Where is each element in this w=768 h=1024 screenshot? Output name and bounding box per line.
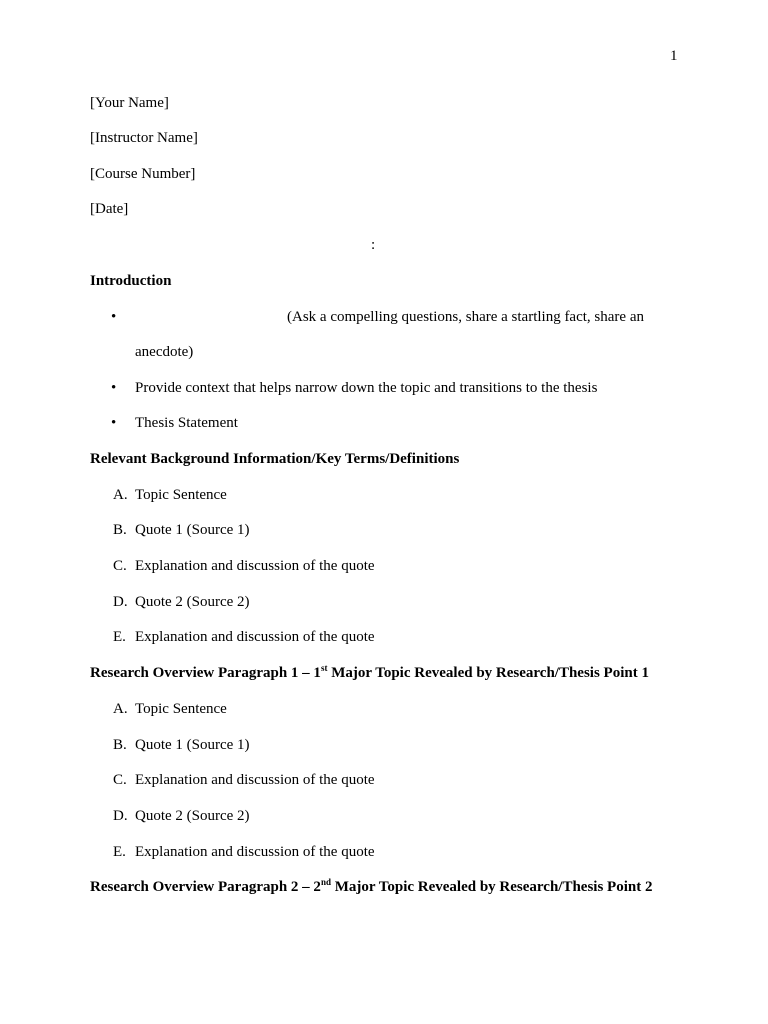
bullet-icon: • — [111, 380, 117, 396]
list-letter: C. — [113, 558, 127, 574]
date: [Date] — [90, 201, 129, 217]
list-item: Explanation and discussion of the quote — [135, 558, 375, 574]
introduction-heading: Introduction — [90, 273, 172, 289]
list-item: Quote 1 (Source 1) — [135, 737, 250, 753]
list-item: Explanation and discussion of the quote — [135, 844, 375, 860]
list-item: Explanation and discussion of the quote — [135, 629, 375, 645]
list-letter: B. — [113, 737, 127, 753]
list-letter: E. — [113, 844, 126, 860]
intro-bullet-hook-continued: anecdote) — [135, 344, 194, 360]
list-item: Quote 1 (Source 1) — [135, 522, 250, 538]
list-letter: D. — [113, 808, 128, 824]
intro-bullet-hook: (Ask a compelling questions, share a startling fact, share an — [287, 309, 644, 325]
paragraph2-heading: Research Overview Paragraph 2 – 2nd Major Topic Revealed by Research/Thesis Point 2 — [90, 877, 653, 895]
list-item: Topic Sentence — [135, 487, 227, 503]
intro-bullet-context: Provide context that helps narrow down the topic and transitions to the thesis — [135, 380, 598, 396]
list-letter: D. — [113, 594, 128, 610]
list-item: Explanation and discussion of the quote — [135, 772, 375, 788]
list-item: Quote 2 (Source 2) — [135, 594, 250, 610]
course-number: [Course Number] — [90, 166, 196, 182]
bullet-icon: • — [111, 415, 117, 431]
list-letter: C. — [113, 772, 127, 788]
student-name: [Your Name] — [90, 95, 169, 111]
list-letter: A. — [113, 487, 128, 503]
paragraph1-heading: Research Overview Paragraph 1 – 1st Major Topic Revealed by Research/Thesis Point 1 — [90, 663, 649, 681]
list-letter: E. — [113, 629, 126, 645]
list-letter: A. — [113, 701, 128, 717]
bullet-icon: • — [111, 309, 117, 325]
list-item: Topic Sentence — [135, 701, 227, 717]
background-heading: Relevant Background Information/Key Terms/Definitions — [90, 451, 460, 467]
intro-bullet-thesis: Thesis Statement — [135, 415, 238, 431]
list-letter: B. — [113, 522, 127, 538]
page-number: 1 — [670, 48, 678, 64]
instructor-name: [Instructor Name] — [90, 130, 198, 146]
title-placeholder: : — [371, 237, 376, 253]
list-item: Quote 2 (Source 2) — [135, 808, 250, 824]
